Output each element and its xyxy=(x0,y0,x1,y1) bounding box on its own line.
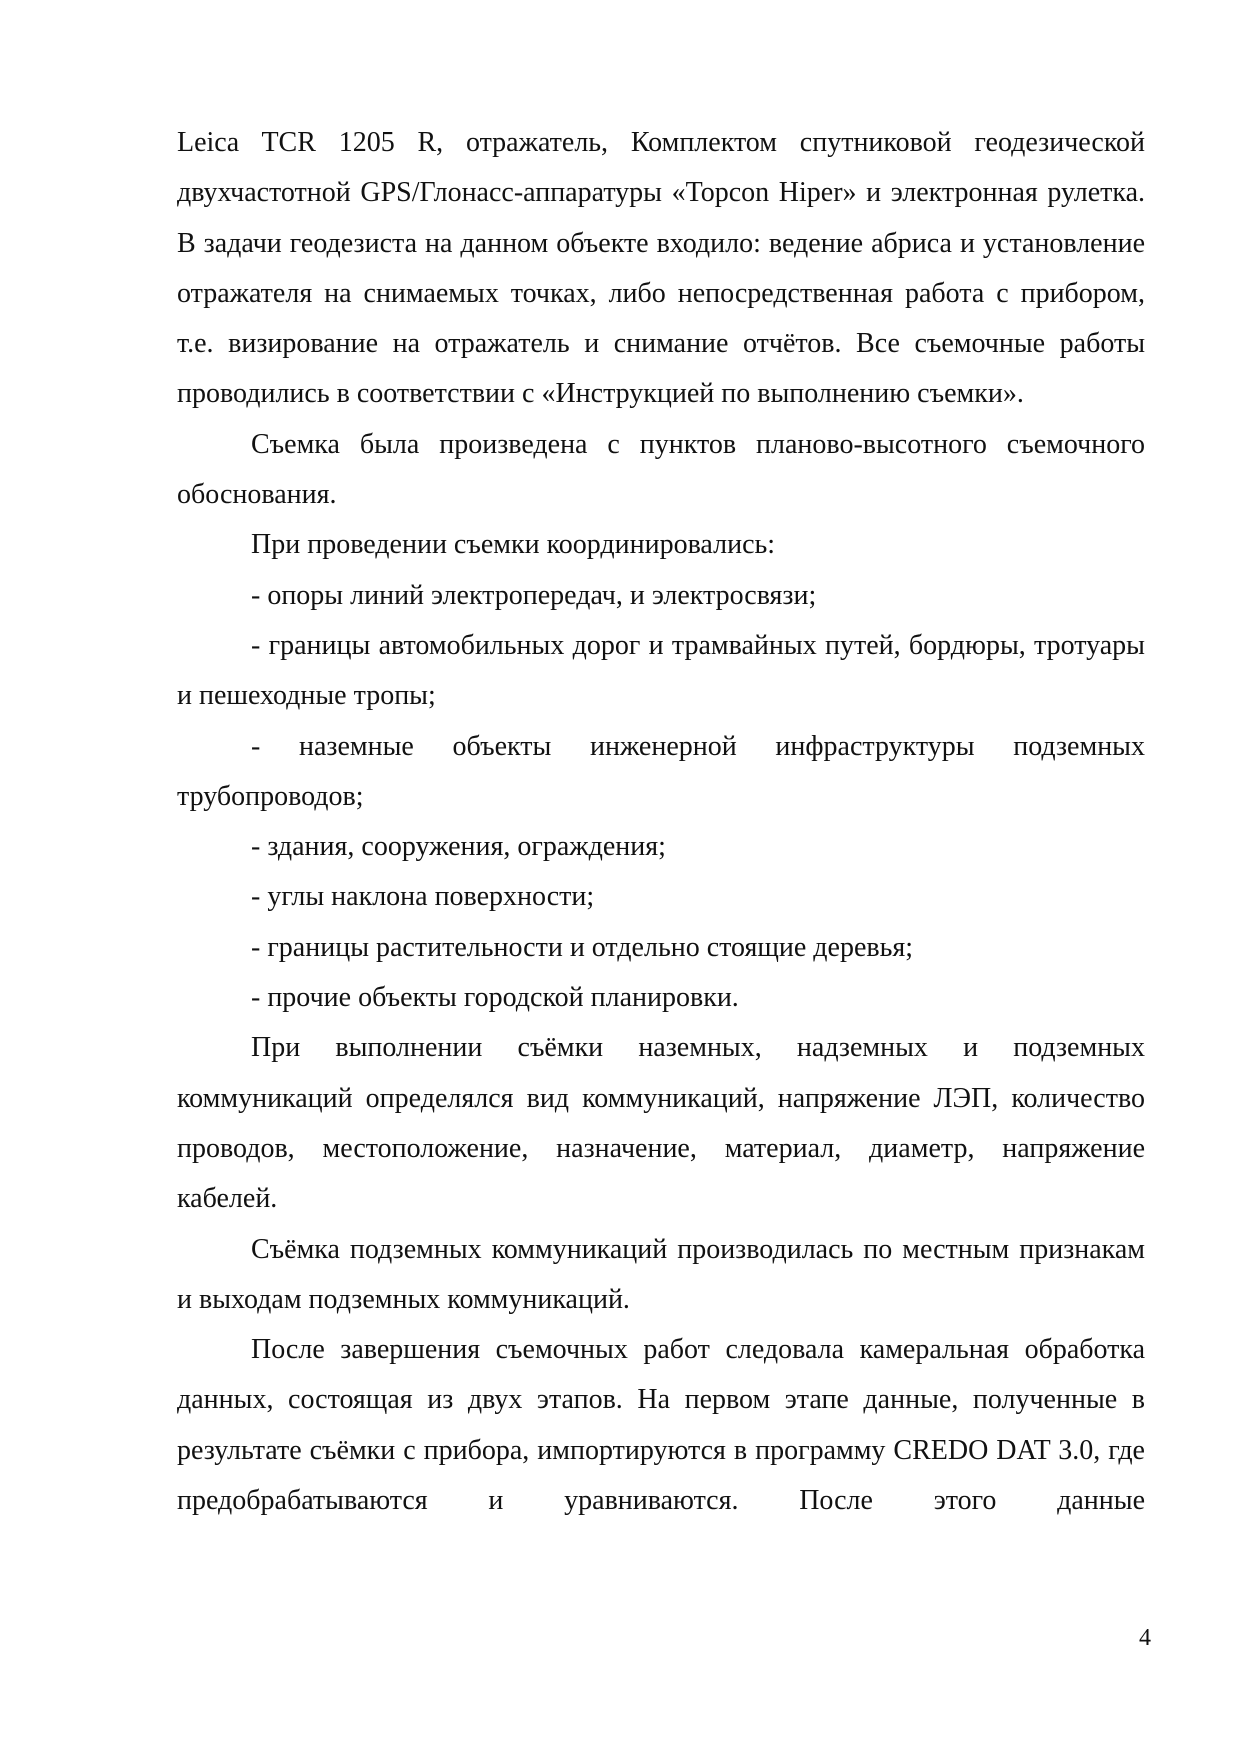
body-text xyxy=(177,118,1145,1526)
list-item-power-lines: - опоры линий электропередач, и электросвязи; xyxy=(251,579,817,611)
paragraph-survey-basis: Съемка была произведена с пунктов планово-высотного съемочного обоснования. xyxy=(177,428,1145,511)
page-number: 4 xyxy=(1139,1625,1151,1651)
list-item-roads: - границы автомобильных дорог и трамвайных путей, бордюры, тротуары и пешеходные тропы; xyxy=(177,629,1145,712)
list-item-other: - прочие объекты городской планировки. xyxy=(251,982,739,1014)
paragraph-processing: После завершения съемочных работ следовала камеральная обработка данных, состоящая из двух этапов. На первом этапе данные, полученные в результате съёмки с прибора, импортируются в программу CREDO DAT 3.0, где предобрабатываются и уравниваются. После этого данные xyxy=(177,1334,1145,1517)
paragraph-communications: При выполнении съёмки наземных, надземных и подземных коммуникаций определялся вид коммуникаций, напряжение ЛЭП, количество проводов, местоположение, назначение, материал, диаметр, напряжение кабелей. xyxy=(177,1032,1145,1215)
list-item-infrastructure: - наземные объекты инженерной инфраструктуры подземных трубопроводов; xyxy=(177,730,1145,812)
paragraph-underground: Съёмка подземных коммуникаций производилась по местным признакам и выходам подземных коммуникаций. xyxy=(177,1233,1145,1315)
paragraph-equipment: Leica TCR 1205 R, отражатель, Комплектом спутниковой геодезической двухчастотной GPS/Глонасс-аппаратуры «Topcon Hiper» и электронная рулетка. В задачи геодезиста на данном объекте входило: ведение абриса и установление отражателя на снимаемых точках, либо непосредственная работа с прибором, т.е. визирование на отражатель и снимание отчётов. Все съемочные работы проводились в соответствии с «Инструкцией по выполнению съемки». xyxy=(177,127,1145,410)
list-item-vegetation: - границы растительности и отдельно стоящие деревья; xyxy=(251,931,914,963)
list-item-buildings: - здания, сооружения, ограждения; xyxy=(251,831,666,863)
list-item-slopes: - углы наклона поверхности; xyxy=(251,881,595,913)
paragraph-coordinated-intro: При проведении съемки координировались: xyxy=(251,529,776,561)
